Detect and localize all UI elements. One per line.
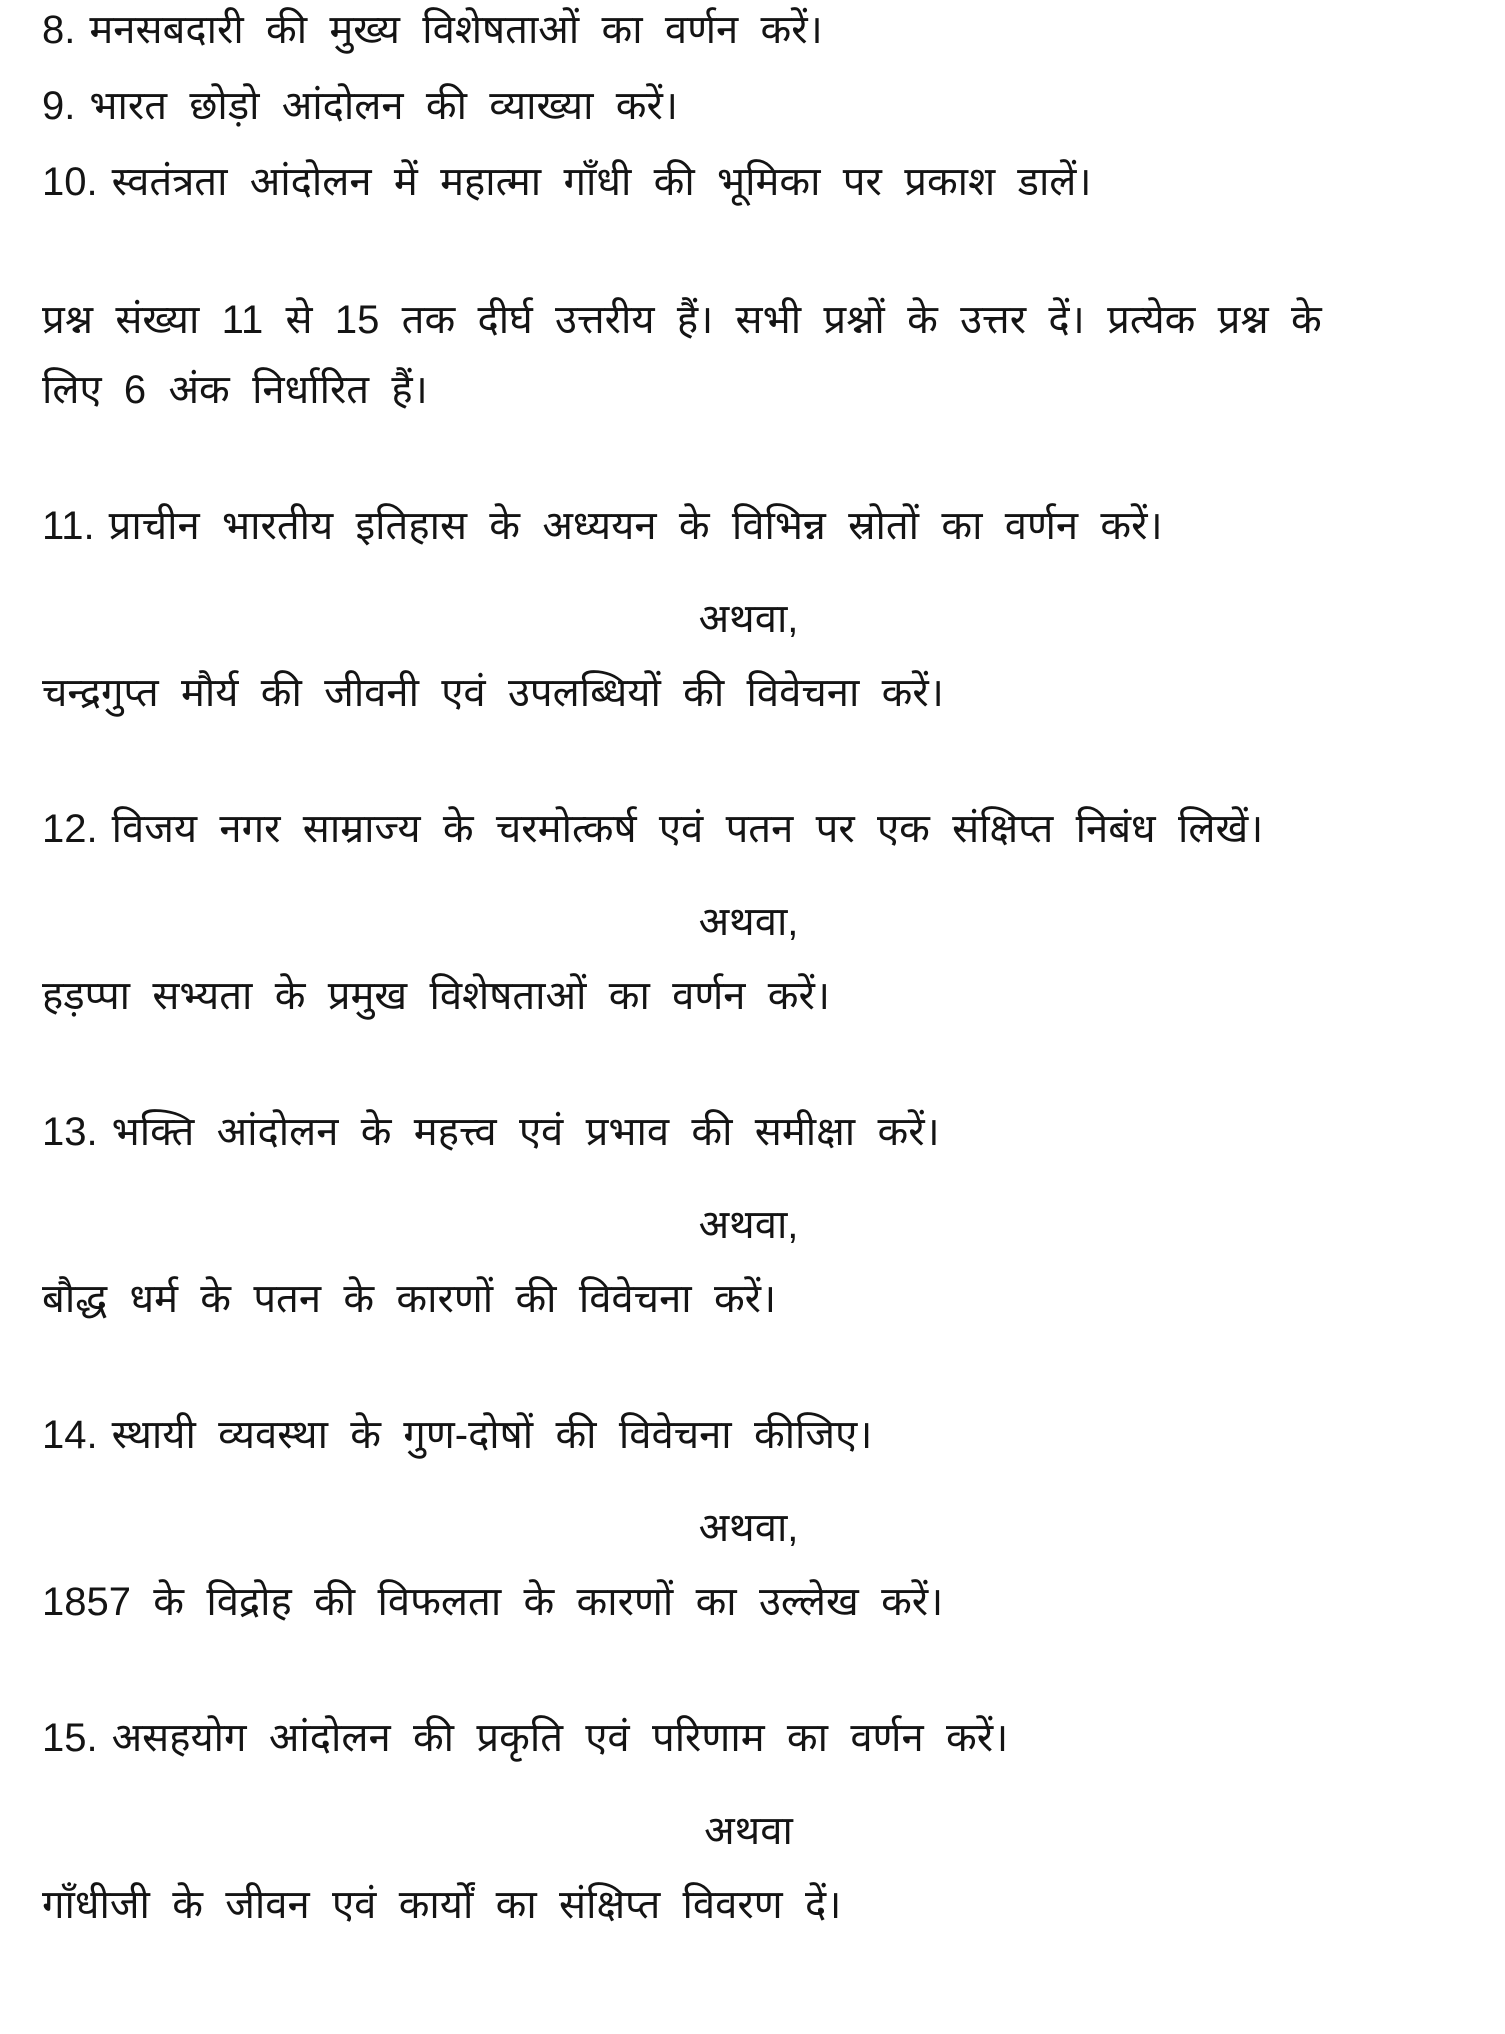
question-text: विजय नगर साम्राज्य के चरमोत्कर्ष एवं पतन पर एक संक्षिप्त निबंध लिखें। <box>111 807 1264 851</box>
question-number: 10. <box>42 160 98 204</box>
instruction-line-2: लिए 6 अंक निर्धारित हैं। <box>42 368 428 412</box>
question-11-alternative: चन्द्रगुप्त मौर्य की जीवनी एवं उपलब्धियों की विवेचना करें। <box>42 671 944 715</box>
question-group-12 <box>42 805 1455 1020</box>
question-group-15 <box>42 1714 1455 1929</box>
question-text: असहयोग आंदोलन की प्रकृति एवं परिणाम का वर्णन करें। <box>111 1716 1009 1760</box>
question-15-alternative: गाँधीजी के जीवन एवं कार्यों का संक्षिप्त विवरण दें। <box>42 1883 842 1927</box>
question-number: 8. <box>42 8 76 52</box>
question-text: प्राचीन भारतीय इतिहास के अध्ययन के विभिन्न स्रोतों का वर्णन करें। <box>108 504 1163 548</box>
or-separator: अथवा <box>704 1809 793 1853</box>
instruction-line-1: प्रश्न संख्या 11 से 15 तक दीर्घ उत्तरीय हैं। सभी प्रश्नों के उत्तर दें। प्रत्येक प्रश्न के <box>42 298 1322 342</box>
short-question-8 <box>42 6 1455 54</box>
or-separator: अथवा, <box>698 1506 799 1550</box>
short-question-9 <box>42 82 1455 130</box>
question-text: भक्ति आंदोलन के महत्त्व एवं प्रभाव की समीक्षा करें। <box>111 1110 940 1154</box>
question-number: 15. <box>42 1716 98 1760</box>
question-14-alternative: 1857 के विद्रोह की विफलता के कारणों का उल्लेख करें। <box>42 1580 944 1624</box>
question-text: स्थायी व्यवस्था के गुण-दोषों की विवेचना कीजिए। <box>111 1413 873 1457</box>
question-12 <box>42 805 1455 853</box>
question-number: 12. <box>42 807 98 851</box>
short-question-10 <box>42 158 1455 206</box>
question-14 <box>42 1411 1455 1459</box>
section-instruction <box>42 296 1455 414</box>
question-13-alternative: बौद्ध धर्म के पतन के कारणों की विवेचना करें। <box>42 1277 777 1321</box>
question-text: स्वतंत्रता आंदोलन में महात्मा गाँधी की भूमिका पर प्रकाश डालें। <box>111 160 1092 204</box>
or-separator: अथवा, <box>698 597 799 641</box>
question-13 <box>42 1108 1455 1156</box>
question-11 <box>42 502 1455 550</box>
question-number: 14. <box>42 1413 98 1457</box>
question-group-11 <box>42 502 1455 717</box>
question-12-alternative: हड़प्पा सभ्यता के प्रमुख विशेषताओं का वर्णन करें। <box>42 974 831 1018</box>
question-text: मनसबदारी की मुख्य विशेषताओं का वर्णन करें। <box>89 8 823 52</box>
question-group-14 <box>42 1411 1455 1626</box>
question-text: भारत छोड़ो आंदोलन की व्याख्या करें। <box>89 84 679 128</box>
question-group-13 <box>42 1108 1455 1323</box>
or-separator: अथवा, <box>698 900 799 944</box>
question-15 <box>42 1714 1455 1762</box>
or-separator: अथवा, <box>698 1203 799 1247</box>
question-number: 13. <box>42 1110 98 1154</box>
question-number: 9. <box>42 84 76 128</box>
question-number: 11. <box>42 504 95 548</box>
